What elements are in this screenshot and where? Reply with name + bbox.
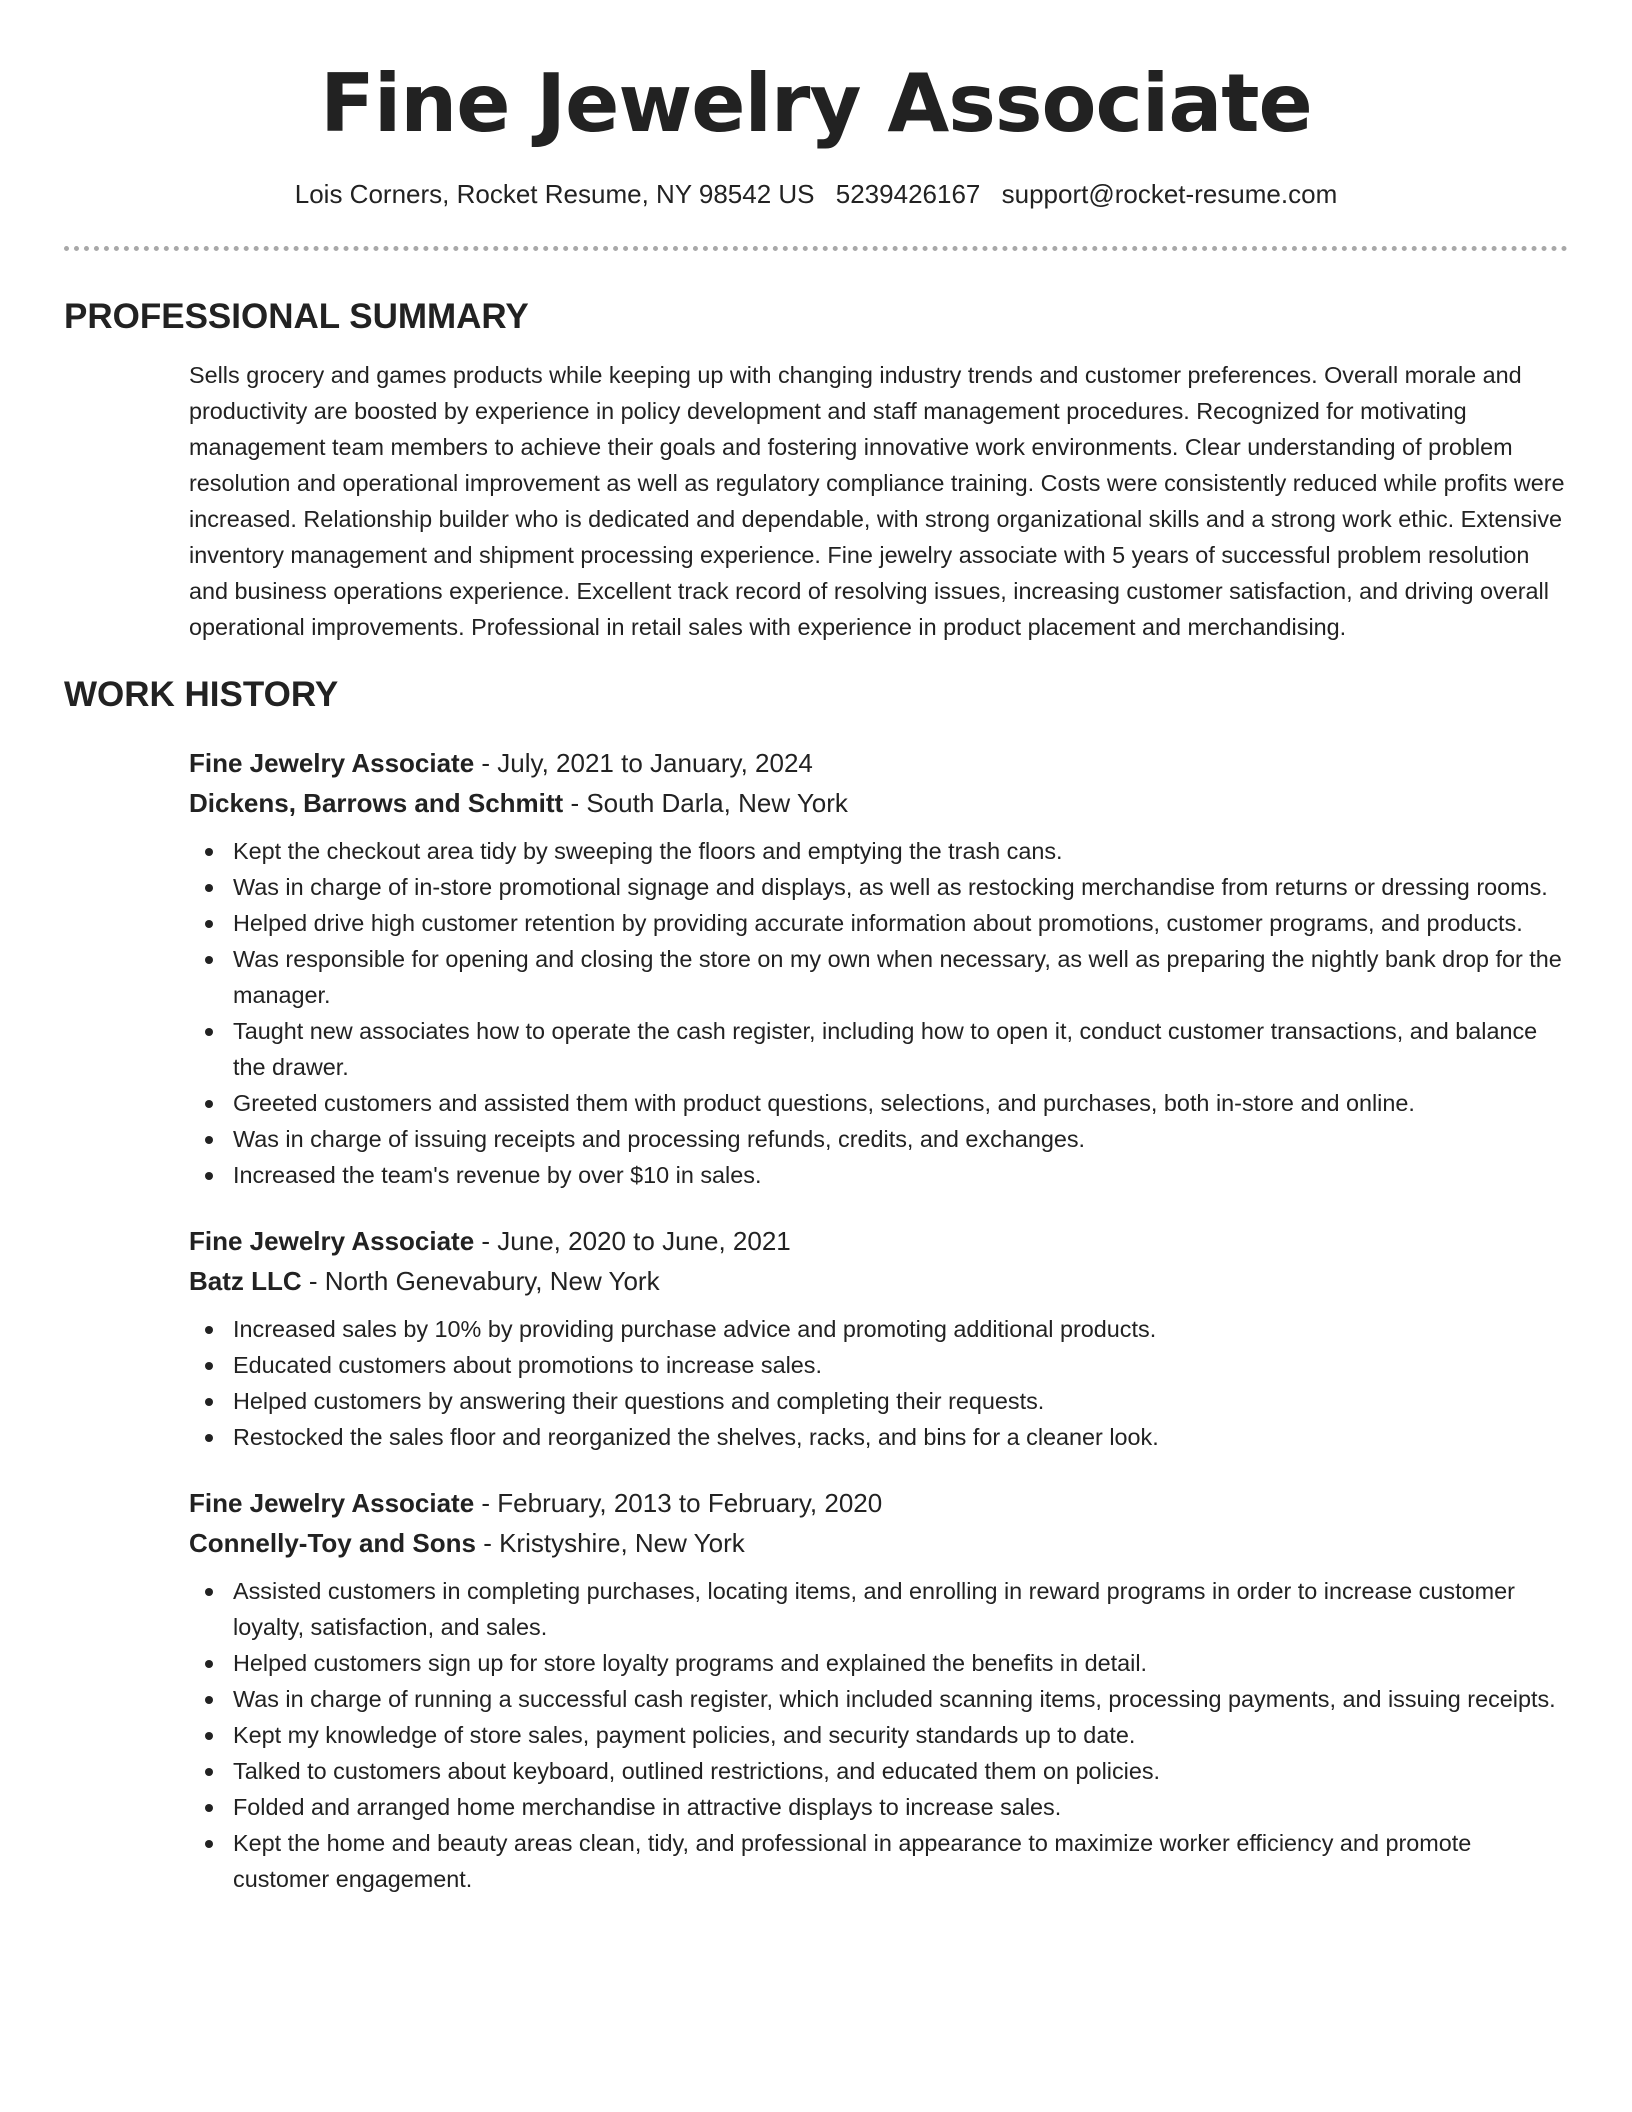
bullet-text: Kept the home and beauty areas clean, tidy, and professional in appearance to maximize worker efficiency and promote customer engagement.: [233, 1830, 1472, 1892]
job-location: - South Darla, New York: [563, 788, 848, 818]
job-dates: - February, 2013 to February, 2020: [474, 1488, 883, 1518]
job-company-line: [189, 1261, 1568, 1301]
bullet-icon: [205, 884, 213, 892]
bullet-text: Was in charge of in-store promotional signage and displays, as well as restocking merchandise from returns or dressing rooms.: [233, 874, 1548, 900]
bullet-text: Folded and arranged home merchandise in attractive displays to increase sales.: [233, 1794, 1062, 1820]
header-divider: [64, 246, 1568, 251]
bullet-icon: [205, 1172, 213, 1180]
contact-line: [64, 176, 1568, 212]
bullet-item: [189, 1717, 1568, 1753]
summary-section: [64, 295, 1568, 645]
bullet-text: Taught new associates how to operate the cash register, including how to open it, conduct customer transactions, and balance the drawer.: [233, 1018, 1538, 1080]
bullet-text: Helped drive high customer retention by providing accurate information about promotions, customer programs, and products.: [233, 910, 1523, 936]
job-role-line: [189, 743, 1568, 783]
bullet-text: Helped customers sign up for store loyalty programs and explained the benefits in detail.: [233, 1650, 1148, 1676]
bullet-icon: [205, 920, 213, 928]
job-role: Fine Jewelry Associate: [189, 1488, 475, 1518]
bullet-item: [189, 1789, 1568, 1825]
job-company: Connelly-Toy and Sons: [189, 1528, 476, 1558]
job-role-line: [189, 1221, 1568, 1261]
bullet-item: [189, 1311, 1568, 1347]
bullet-text: Increased the team's revenue by over $10 in sales.: [233, 1162, 762, 1188]
bullet-icon: [205, 956, 213, 964]
bullet-text: Restocked the sales floor and reorganized the shelves, racks, and bins for a cleaner look.: [233, 1424, 1159, 1450]
bullet-text: Increased sales by 10% by providing purchase advice and promoting additional products.: [233, 1316, 1157, 1342]
bullet-icon: [205, 1840, 213, 1848]
bullet-text: Helped customers by answering their questions and completing their requests.: [233, 1388, 1045, 1414]
bullet-item: [189, 1573, 1568, 1645]
job-company: Dickens, Barrows and Schmitt: [189, 788, 564, 818]
contact-phone: 5239426167: [835, 179, 981, 209]
bullet-icon: [205, 1136, 213, 1144]
bullet-icon: [205, 1732, 213, 1740]
bullet-icon: [205, 1326, 213, 1334]
bullet-item: [189, 941, 1568, 1013]
job-company-line: [189, 1523, 1568, 1563]
bullet-item: [189, 1645, 1568, 1681]
bullet-icon: [205, 1362, 213, 1370]
bullet-item: [189, 1085, 1568, 1121]
bullet-icon: [205, 1660, 213, 1668]
bullet-item: [189, 1347, 1568, 1383]
work-history-section: [64, 673, 1568, 1897]
summary-text: Sells grocery and games products while keeping up with changing industry trends and customer preferences. Overall morale and productivity are boosted by experience in policy development and staff management procedures. Recognized for motivating management team members to achieve their goals and fostering innovative work environments. Clear understanding of problem resolution and operational improvement as well as regulatory compliance training. Costs were consistently reduced while profits were increased. Relationship builder who is dedicated and dependable, with strong organizational skills and a strong work ethic. Extensive inventory management and shipment processing experience. Fine jewelry associate with 5 years of successful problem resolution and business operations experience. Excellent track record of resolving issues, increasing customer satisfaction, and driving overall operational improvements. Professional in retail sales with experience in product placement and merchandising.: [189, 362, 1565, 640]
bullet-text: Was in charge of issuing receipts and processing refunds, credits, and exchanges.: [233, 1126, 1086, 1152]
bullet-text: Was responsible for opening and closing the store on my own when necessary, as well as preparing the nightly bank drop for the manager.: [233, 946, 1562, 1008]
bullet-text: Assisted customers in completing purchases, locating items, and enrolling in reward programs in order to increase customer loyalty, satisfaction, and sales.: [233, 1578, 1515, 1640]
contact-email: support@rocket-resume.com: [1001, 179, 1338, 209]
bullet-item: [189, 1013, 1568, 1085]
bullet-icon: [205, 1696, 213, 1704]
bullet-text: Greeted customers and assisted them with product questions, selections, and purchases, both in-store and online.: [233, 1090, 1415, 1116]
job-location: - Kristyshire, New York: [475, 1528, 745, 1558]
job-entry: [189, 1483, 1568, 1897]
job-bullets: [189, 1573, 1568, 1897]
resume-title: Fine Jewelry Associate: [320, 57, 1312, 150]
bullet-icon: [205, 1398, 213, 1406]
bullet-text: Was in charge of running a successful cash register, which included scanning items, processing payments, and issuing receipts.: [233, 1686, 1556, 1712]
job-entry: [189, 743, 1568, 1193]
bullet-item: [189, 1383, 1568, 1419]
work-history-heading: WORK HISTORY: [64, 675, 339, 714]
job-bullets: [189, 1311, 1568, 1455]
bullet-icon: [205, 1804, 213, 1812]
bullet-text: Kept the checkout area tidy by sweeping the floors and emptying the trash cans.: [233, 838, 1063, 864]
job-role-line: [189, 1483, 1568, 1523]
summary-heading: PROFESSIONAL SUMMARY: [64, 297, 529, 336]
bullet-item: [189, 1753, 1568, 1789]
job-role: Fine Jewelry Associate: [189, 748, 475, 778]
bullet-icon: [205, 1028, 213, 1036]
bullet-item: [189, 833, 1568, 869]
job-dates: - June, 2020 to June, 2021: [474, 1226, 791, 1256]
job-company-line: [189, 783, 1568, 823]
bullet-item: [189, 905, 1568, 941]
bullet-text: Educated customers about promotions to increase sales.: [233, 1352, 822, 1378]
bullet-text: Kept my knowledge of store sales, payment policies, and security standards up to date.: [233, 1722, 1136, 1748]
job-dates: - July, 2021 to January, 2024: [474, 748, 813, 778]
bullet-item: [189, 1419, 1568, 1455]
job-location: - North Genevabury, New York: [301, 1266, 660, 1296]
bullet-icon: [205, 1100, 213, 1108]
bullet-item: [189, 869, 1568, 905]
contact-address: Lois Corners, Rocket Resume, NY 98542 US: [294, 179, 815, 209]
job-company: Batz LLC: [189, 1266, 302, 1296]
job-role: Fine Jewelry Associate: [189, 1226, 475, 1256]
bullet-item: [189, 1681, 1568, 1717]
bullet-item: [189, 1825, 1568, 1897]
bullet-icon: [205, 1768, 213, 1776]
job-entry: [189, 1221, 1568, 1455]
bullet-icon: [205, 1588, 213, 1596]
bullet-icon: [205, 848, 213, 856]
bullet-item: [189, 1157, 1568, 1193]
bullet-icon: [205, 1434, 213, 1442]
bullet-item: [189, 1121, 1568, 1157]
job-bullets: [189, 833, 1568, 1193]
bullet-text: Talked to customers about keyboard, outlined restrictions, and educated them on policies.: [233, 1758, 1161, 1784]
